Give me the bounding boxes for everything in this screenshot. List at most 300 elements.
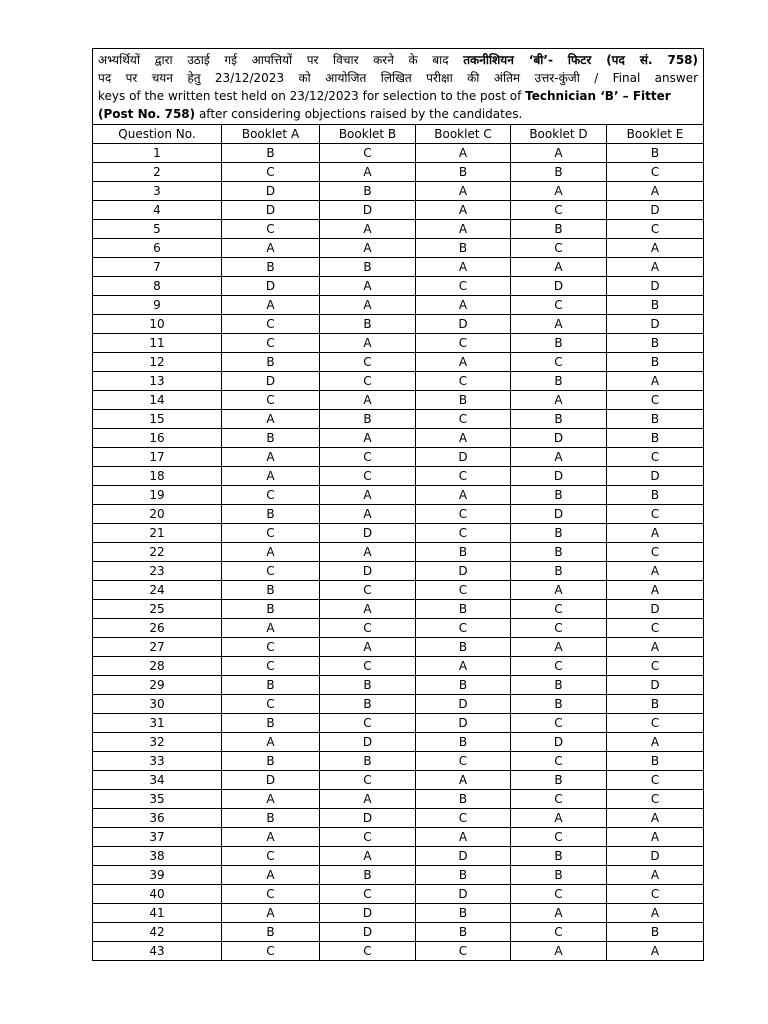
booklet-d-cell: B	[511, 220, 607, 239]
question-no-cell: 37	[93, 828, 222, 847]
question-no-cell: 27	[93, 638, 222, 657]
booklet-b-cell: A	[320, 391, 416, 410]
question-no-cell: 28	[93, 657, 222, 676]
booklet-c-cell: A	[416, 353, 511, 372]
booklet-a-cell: B	[222, 752, 320, 771]
booklet-c-cell: A	[416, 657, 511, 676]
question-no-cell: 5	[93, 220, 222, 239]
booklet-c-cell: A	[416, 201, 511, 220]
question-no-cell: 25	[93, 600, 222, 619]
table-row	[93, 657, 704, 676]
booklet-b-cell: B	[320, 866, 416, 885]
booklet-d-cell: D	[511, 277, 607, 296]
booklet-b-cell: C	[320, 144, 416, 163]
booklet-b-cell: D	[320, 923, 416, 942]
booklet-d-cell: A	[511, 581, 607, 600]
booklet-c-cell: A	[416, 144, 511, 163]
booklet-b-cell: A	[320, 220, 416, 239]
booklet-c-cell: A	[416, 828, 511, 847]
booklet-d-cell: C	[511, 201, 607, 220]
booklet-a-cell: A	[222, 733, 320, 752]
booklet-d-cell: B	[511, 771, 607, 790]
table-row	[93, 828, 704, 847]
question-no-cell: 35	[93, 790, 222, 809]
booklet-b-cell: D	[320, 733, 416, 752]
question-no-cell: 13	[93, 372, 222, 391]
booklet-e-cell: A	[607, 828, 704, 847]
booklet-c-cell: C	[416, 809, 511, 828]
booklet-b-cell: C	[320, 619, 416, 638]
booklet-e-cell: A	[607, 904, 704, 923]
column-header-question-no: Question No.	[93, 125, 222, 144]
booklet-e-cell: A	[607, 638, 704, 657]
booklet-a-cell: A	[222, 828, 320, 847]
booklet-b-cell: D	[320, 904, 416, 923]
booklet-e-cell: A	[607, 239, 704, 258]
booklet-e-cell: A	[607, 942, 704, 961]
booklet-d-cell: B	[511, 524, 607, 543]
booklet-b-cell: B	[320, 410, 416, 429]
booklet-a-cell: A	[222, 619, 320, 638]
booklet-d-cell: B	[511, 866, 607, 885]
question-no-cell: 9	[93, 296, 222, 315]
booklet-e-cell: C	[607, 790, 704, 809]
heading-hindi-text-1: अभ्यर्थियों द्वारा उठाई गई आपत्तियों पर विचार करने के बाद	[98, 53, 464, 67]
booklet-d-cell: D	[511, 467, 607, 486]
booklet-d-cell: C	[511, 923, 607, 942]
booklet-b-cell: C	[320, 657, 416, 676]
table-row	[93, 904, 704, 923]
booklet-b-cell: A	[320, 239, 416, 258]
booklet-c-cell: C	[416, 334, 511, 353]
column-header-row	[93, 125, 704, 144]
question-no-cell: 30	[93, 695, 222, 714]
booklet-b-cell: B	[320, 315, 416, 334]
booklet-a-cell: A	[222, 467, 320, 486]
booklet-d-cell: D	[511, 429, 607, 448]
booklet-b-cell: B	[320, 695, 416, 714]
table-row	[93, 220, 704, 239]
booklet-d-cell: A	[511, 448, 607, 467]
booklet-e-cell: D	[607, 467, 704, 486]
booklet-c-cell: A	[416, 258, 511, 277]
heading-hindi-line-2	[98, 69, 698, 87]
column-header-booklet-e: Booklet E	[607, 125, 704, 144]
booklet-d-cell: A	[511, 182, 607, 201]
table-row	[93, 429, 704, 448]
booklet-a-cell: B	[222, 144, 320, 163]
table-row	[93, 277, 704, 296]
booklet-c-cell: B	[416, 163, 511, 182]
booklet-c-cell: C	[416, 942, 511, 961]
booklet-c-cell: B	[416, 904, 511, 923]
question-no-cell: 16	[93, 429, 222, 448]
booklet-b-cell: A	[320, 163, 416, 182]
question-no-cell: 31	[93, 714, 222, 733]
booklet-c-cell: B	[416, 866, 511, 885]
table-row	[93, 942, 704, 961]
booklet-d-cell: C	[511, 619, 607, 638]
table-row	[93, 391, 704, 410]
booklet-e-cell: A	[607, 733, 704, 752]
booklet-d-cell: C	[511, 296, 607, 315]
booklet-a-cell: B	[222, 923, 320, 942]
booklet-e-cell: C	[607, 220, 704, 239]
booklet-c-cell: C	[416, 277, 511, 296]
booklet-d-cell: A	[511, 904, 607, 923]
booklet-c-cell: B	[416, 790, 511, 809]
table-row	[93, 353, 704, 372]
booklet-c-cell: B	[416, 239, 511, 258]
table-row	[93, 334, 704, 353]
booklet-d-cell: C	[511, 353, 607, 372]
booklet-e-cell: B	[607, 429, 704, 448]
question-no-cell: 11	[93, 334, 222, 353]
answer-rows	[93, 144, 704, 961]
table-row	[93, 619, 704, 638]
booklet-d-cell: B	[511, 676, 607, 695]
booklet-e-cell: B	[607, 410, 704, 429]
booklet-a-cell: D	[222, 277, 320, 296]
booklet-a-cell: C	[222, 657, 320, 676]
booklet-e-cell: C	[607, 714, 704, 733]
booklet-a-cell: C	[222, 163, 320, 182]
booklet-e-cell: A	[607, 809, 704, 828]
heading-english-text-1: keys of the written test held on 23/12/2023 for selection to the post of	[98, 89, 526, 103]
table-row	[93, 467, 704, 486]
question-no-cell: 1	[93, 144, 222, 163]
booklet-a-cell: C	[222, 638, 320, 657]
booklet-b-cell: A	[320, 296, 416, 315]
booklet-d-cell: D	[511, 505, 607, 524]
table-row	[93, 163, 704, 182]
column-header-booklet-d: Booklet D	[511, 125, 607, 144]
booklet-e-cell: C	[607, 619, 704, 638]
question-no-cell: 12	[93, 353, 222, 372]
question-no-cell: 39	[93, 866, 222, 885]
booklet-c-cell: D	[416, 695, 511, 714]
booklet-e-cell: A	[607, 524, 704, 543]
booklet-c-cell: A	[416, 182, 511, 201]
booklet-e-cell: B	[607, 752, 704, 771]
booklet-b-cell: C	[320, 448, 416, 467]
question-no-cell: 3	[93, 182, 222, 201]
booklet-e-cell: D	[607, 676, 704, 695]
table-row	[93, 771, 704, 790]
column-header-booklet-c: Booklet C	[416, 125, 511, 144]
booklet-d-cell: C	[511, 600, 607, 619]
booklet-e-cell: B	[607, 144, 704, 163]
table-row	[93, 847, 704, 866]
booklet-b-cell: C	[320, 771, 416, 790]
question-no-cell: 4	[93, 201, 222, 220]
question-no-cell: 19	[93, 486, 222, 505]
booklet-e-cell: C	[607, 448, 704, 467]
booklet-b-cell: A	[320, 600, 416, 619]
booklet-d-cell: A	[511, 144, 607, 163]
table-row	[93, 201, 704, 220]
table-row	[93, 714, 704, 733]
table-row	[93, 524, 704, 543]
booklet-b-cell: A	[320, 334, 416, 353]
question-no-cell: 29	[93, 676, 222, 695]
booklet-d-cell: B	[511, 163, 607, 182]
booklet-b-cell: B	[320, 182, 416, 201]
question-no-cell: 14	[93, 391, 222, 410]
booklet-b-cell: C	[320, 581, 416, 600]
question-no-cell: 18	[93, 467, 222, 486]
table-row	[93, 410, 704, 429]
booklet-d-cell: B	[511, 372, 607, 391]
booklet-c-cell: B	[416, 733, 511, 752]
booklet-a-cell: A	[222, 790, 320, 809]
question-no-cell: 43	[93, 942, 222, 961]
booklet-e-cell: C	[607, 885, 704, 904]
booklet-b-cell: A	[320, 790, 416, 809]
booklet-e-cell: C	[607, 771, 704, 790]
table-row	[93, 600, 704, 619]
booklet-d-cell: D	[511, 733, 607, 752]
table-row	[93, 809, 704, 828]
column-header-booklet-b: Booklet B	[320, 125, 416, 144]
booklet-a-cell: C	[222, 391, 320, 410]
booklet-e-cell: C	[607, 657, 704, 676]
booklet-c-cell: B	[416, 600, 511, 619]
booklet-a-cell: A	[222, 904, 320, 923]
table-row	[93, 581, 704, 600]
booklet-e-cell: A	[607, 866, 704, 885]
booklet-d-cell: C	[511, 714, 607, 733]
booklet-a-cell: B	[222, 714, 320, 733]
booklet-d-cell: A	[511, 258, 607, 277]
booklet-e-cell: A	[607, 581, 704, 600]
table-row	[93, 144, 704, 163]
booklet-c-cell: D	[416, 448, 511, 467]
booklet-a-cell: C	[222, 524, 320, 543]
booklet-b-cell: A	[320, 277, 416, 296]
booklet-e-cell: D	[607, 315, 704, 334]
table-row	[93, 543, 704, 562]
booklet-b-cell: C	[320, 372, 416, 391]
question-no-cell: 10	[93, 315, 222, 334]
booklet-a-cell: A	[222, 448, 320, 467]
heading-hindi-text-2: पद पर चयन हेतु 23/12/2023 को आयोजित लिखित परीक्षा की अंतिम उत्तर-कुंजी / Final answer	[98, 71, 699, 85]
question-no-cell: 8	[93, 277, 222, 296]
question-no-cell: 26	[93, 619, 222, 638]
table-row	[93, 923, 704, 942]
heading-hindi	[98, 51, 698, 69]
booklet-a-cell: C	[222, 562, 320, 581]
booklet-c-cell: C	[416, 524, 511, 543]
table-row	[93, 239, 704, 258]
booklet-e-cell: D	[607, 847, 704, 866]
question-no-cell: 32	[93, 733, 222, 752]
booklet-c-cell: C	[416, 372, 511, 391]
question-no-cell: 22	[93, 543, 222, 562]
booklet-c-cell: B	[416, 676, 511, 695]
booklet-e-cell: A	[607, 258, 704, 277]
booklet-a-cell: A	[222, 410, 320, 429]
booklet-a-cell: B	[222, 429, 320, 448]
table-row	[93, 790, 704, 809]
booklet-b-cell: A	[320, 543, 416, 562]
booklet-c-cell: C	[416, 581, 511, 600]
booklet-b-cell: D	[320, 524, 416, 543]
booklet-d-cell: B	[511, 543, 607, 562]
booklet-d-cell: B	[511, 410, 607, 429]
booklet-a-cell: A	[222, 296, 320, 315]
booklet-c-cell: B	[416, 923, 511, 942]
booklet-c-cell: B	[416, 638, 511, 657]
question-no-cell: 42	[93, 923, 222, 942]
booklet-a-cell: A	[222, 543, 320, 562]
booklet-d-cell: A	[511, 315, 607, 334]
answer-key-table	[92, 48, 704, 961]
booklet-e-cell: D	[607, 600, 704, 619]
booklet-b-cell: B	[320, 676, 416, 695]
booklet-d-cell: B	[511, 562, 607, 581]
booklet-b-cell: B	[320, 258, 416, 277]
booklet-b-cell: D	[320, 201, 416, 220]
booklet-d-cell: C	[511, 657, 607, 676]
table-row	[93, 695, 704, 714]
booklet-d-cell: B	[511, 486, 607, 505]
heading-english	[98, 87, 698, 105]
booklet-b-cell: C	[320, 714, 416, 733]
booklet-a-cell: C	[222, 695, 320, 714]
booklet-e-cell: B	[607, 334, 704, 353]
question-no-cell: 41	[93, 904, 222, 923]
table-row	[93, 638, 704, 657]
heading-hindi-post: तकनीशियन ‘बी’- फिटर (पद सं. 758)	[463, 53, 699, 67]
heading-english-post-no: (Post No. 758)	[98, 107, 196, 121]
heading-english-post: Technician ‘B’ – Fitter	[525, 89, 671, 103]
booklet-e-cell: A	[607, 372, 704, 391]
table-row	[93, 562, 704, 581]
booklet-d-cell: C	[511, 752, 607, 771]
booklet-a-cell: B	[222, 809, 320, 828]
booklet-e-cell: C	[607, 505, 704, 524]
question-no-cell: 38	[93, 847, 222, 866]
booklet-a-cell: B	[222, 258, 320, 277]
booklet-e-cell: B	[607, 695, 704, 714]
table-row	[93, 182, 704, 201]
column-header-booklet-a: Booklet A	[222, 125, 320, 144]
question-no-cell: 40	[93, 885, 222, 904]
table-row	[93, 866, 704, 885]
booklet-e-cell: B	[607, 353, 704, 372]
booklet-a-cell: D	[222, 771, 320, 790]
booklet-c-cell: D	[416, 315, 511, 334]
question-no-cell: 2	[93, 163, 222, 182]
booklet-d-cell: B	[511, 334, 607, 353]
booklet-c-cell: C	[416, 467, 511, 486]
document-heading	[93, 49, 704, 125]
table-row	[93, 258, 704, 277]
booklet-b-cell: C	[320, 885, 416, 904]
booklet-e-cell: D	[607, 201, 704, 220]
booklet-a-cell: C	[222, 847, 320, 866]
booklet-b-cell: C	[320, 467, 416, 486]
question-no-cell: 15	[93, 410, 222, 429]
booklet-c-cell: D	[416, 847, 511, 866]
table-row	[93, 296, 704, 315]
booklet-b-cell: D	[320, 809, 416, 828]
question-no-cell: 34	[93, 771, 222, 790]
booklet-d-cell: A	[511, 391, 607, 410]
booklet-e-cell: C	[607, 391, 704, 410]
booklet-b-cell: C	[320, 353, 416, 372]
booklet-a-cell: B	[222, 676, 320, 695]
booklet-d-cell: C	[511, 239, 607, 258]
booklet-b-cell: A	[320, 847, 416, 866]
heading-english-text-2: after considering objections raised by the candidates.	[195, 107, 523, 121]
booklet-b-cell: C	[320, 942, 416, 961]
question-no-cell: 23	[93, 562, 222, 581]
booklet-d-cell: C	[511, 828, 607, 847]
booklet-e-cell: C	[607, 163, 704, 182]
booklet-c-cell: D	[416, 562, 511, 581]
booklet-b-cell: A	[320, 505, 416, 524]
booklet-e-cell: B	[607, 296, 704, 315]
booklet-b-cell: B	[320, 752, 416, 771]
answer-key-sheet	[92, 48, 703, 961]
booklet-d-cell: A	[511, 942, 607, 961]
booklet-d-cell: C	[511, 885, 607, 904]
question-no-cell: 20	[93, 505, 222, 524]
booklet-c-cell: C	[416, 410, 511, 429]
heading-english-line-2	[98, 105, 698, 123]
question-no-cell: 17	[93, 448, 222, 467]
booklet-c-cell: B	[416, 543, 511, 562]
booklet-a-cell: A	[222, 239, 320, 258]
booklet-c-cell: C	[416, 505, 511, 524]
question-no-cell: 6	[93, 239, 222, 258]
booklet-d-cell: A	[511, 809, 607, 828]
booklet-a-cell: B	[222, 353, 320, 372]
booklet-e-cell: C	[607, 543, 704, 562]
question-no-cell: 36	[93, 809, 222, 828]
booklet-d-cell: C	[511, 790, 607, 809]
table-row	[93, 505, 704, 524]
table-row	[93, 372, 704, 391]
question-no-cell: 21	[93, 524, 222, 543]
booklet-a-cell: D	[222, 372, 320, 391]
question-no-cell: 24	[93, 581, 222, 600]
booklet-c-cell: A	[416, 296, 511, 315]
table-row	[93, 752, 704, 771]
booklet-a-cell: C	[222, 315, 320, 334]
booklet-d-cell: B	[511, 695, 607, 714]
booklet-a-cell: C	[222, 334, 320, 353]
booklet-d-cell: A	[511, 638, 607, 657]
booklet-c-cell: C	[416, 619, 511, 638]
table-row	[93, 676, 704, 695]
booklet-b-cell: A	[320, 429, 416, 448]
booklet-c-cell: A	[416, 486, 511, 505]
booklet-e-cell: B	[607, 486, 704, 505]
booklet-a-cell: B	[222, 581, 320, 600]
booklet-c-cell: C	[416, 752, 511, 771]
booklet-c-cell: D	[416, 714, 511, 733]
booklet-a-cell: D	[222, 182, 320, 201]
booklet-d-cell: B	[511, 847, 607, 866]
booklet-b-cell: A	[320, 486, 416, 505]
table-row	[93, 448, 704, 467]
booklet-c-cell: A	[416, 771, 511, 790]
booklet-c-cell: A	[416, 220, 511, 239]
question-no-cell: 7	[93, 258, 222, 277]
